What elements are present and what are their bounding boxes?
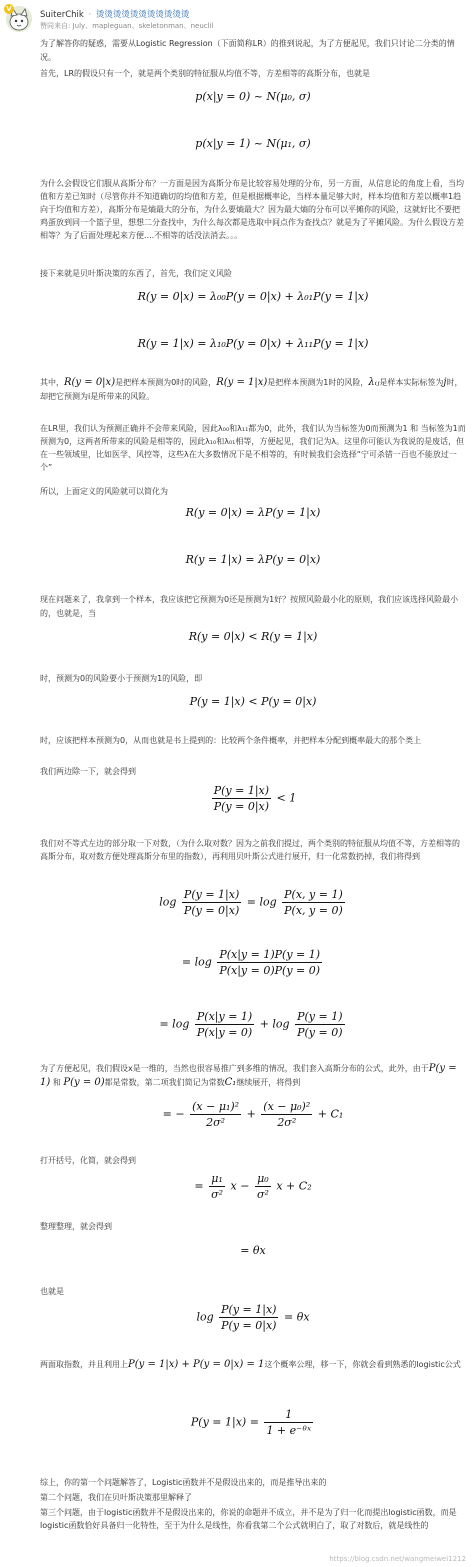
paragraph-decision: 时，应该把样本预测为0，从而也就是书上提到的：比较两个条件概率，并把样本分配到概率最大的那个类上	[40, 736, 422, 745]
author-line	[40, 8, 189, 20]
equals-minus: = −	[162, 1107, 185, 1121]
denominator: P(y = 0|x)	[183, 904, 240, 917]
paragraph-log: 我们对不等式左边的部分取一下对数，（为什么取对数？因为之前我们提过，两个类别的特征服从均值不等，方差相等的高斯分布，取对数方便处理高斯分布里的指数），再利用贝叶斯公式进行展开，归一化常数扔掉，我们将得到	[40, 839, 460, 861]
text: 和	[52, 1078, 61, 1087]
equals-log: = log	[159, 1017, 190, 1031]
inline-math: λᵢⱼ	[368, 377, 380, 388]
rhs: < 1	[276, 791, 297, 805]
formula-prob-compare: P(y = 1|x) < P(y = 0|x)	[189, 695, 317, 708]
rhs: = θx	[283, 1310, 310, 1324]
log-label: log	[196, 1310, 214, 1324]
log-label: log	[159, 895, 177, 909]
denominator: σ²	[211, 1188, 224, 1201]
fraction	[255, 1172, 271, 1201]
numerator: P(x|y = 1)	[196, 1010, 253, 1023]
fraction	[182, 888, 241, 917]
approvers-prefix: 赞同来自:	[40, 22, 71, 30]
paragraph-risk-def	[40, 376, 466, 404]
denominator: P(y = 0)	[297, 1026, 343, 1039]
inline-math: P(y = 0)	[63, 1077, 105, 1088]
text: 是把样本预测为1时的风险，	[267, 378, 369, 387]
text: 为了方便起见，我们假设x是一维的，当然也很容易推广到多维的情况，我们套入高斯分布的公式，此外，由于	[40, 1064, 429, 1073]
paragraph-tidy: 整理整理，就会得到	[40, 1222, 112, 1231]
author-signature: 烫烫烫烫烫烫烫烫烫烫烫	[95, 10, 190, 20]
formula-risk-simplified-1: R(y = 1|x) = λP(y = 0|x)	[185, 553, 321, 566]
inline-math: C₁	[224, 1077, 237, 1088]
fraction	[209, 1172, 225, 1201]
numerator: P(y = 1|x)	[183, 888, 240, 901]
denominator: P(x, y = 0)	[284, 904, 343, 917]
approvers-list[interactable]: July、mapleguan、skeletonman、neuclil	[72, 22, 214, 30]
denominator: P(y = 0|x)	[221, 1319, 277, 1332]
numerator: P(y = 1|x)	[221, 1303, 277, 1316]
approvers-line	[40, 21, 213, 31]
paragraph-when: 时，预测为0的风险要小于预测为1的风险，即	[40, 674, 203, 683]
paragraph-simplify: 所以，上面定义的风险就可以简化为	[40, 487, 168, 496]
numerator: (x − μ₀)²	[263, 1100, 311, 1113]
text: 这个概率公理，移一下，你就会看到熟悉的logistic公式	[264, 1360, 461, 1369]
fraction	[195, 1010, 254, 1039]
formula-gaussian-expand	[40, 1100, 466, 1129]
text: 时，却把它预测为i是所带来的风险。	[40, 378, 463, 401]
formula-gaussian-1: p(x|y = 1) ~ N(μ₁, σ)	[195, 137, 311, 150]
inline-math: R(y = 0|x)	[64, 377, 116, 388]
watermark: https://blog.csdn.net/wangmeiwei1212	[329, 1555, 466, 1563]
denominator: 1 + e⁻ᶿˣ	[266, 1424, 312, 1437]
numerator: P(y = 1|x)	[213, 784, 270, 797]
paragraph-conclusion-2: 第二个问题，我们在贝叶斯决策那里解释了	[40, 1493, 192, 1502]
denominator: σ²	[256, 1188, 269, 1201]
formula-ratio	[40, 784, 466, 813]
fraction	[217, 948, 322, 977]
formula-linear	[40, 1172, 466, 1201]
formula-risk-compare: R(y = 0|x) < R(y = 1|x)	[188, 630, 318, 643]
inline-math: R(y = 1|x)	[216, 377, 268, 388]
denominator: P(y = 0|x)	[213, 800, 270, 813]
inline-math: P(y = 1|x) + P(y = 0|x) = 1	[128, 1359, 265, 1370]
paragraph-bayes-intro: 接下来就是贝叶斯决策的东西了，首先，我们定义风险	[40, 269, 232, 278]
equals-log: = log	[246, 895, 277, 909]
formula-logistic	[40, 1408, 466, 1437]
formula-gaussian-0: p(x|y = 0) ~ N(μ₀, σ)	[195, 90, 311, 103]
paragraph-exp	[40, 1358, 466, 1372]
fraction	[295, 1010, 344, 1039]
numerator: P(x, y = 1)	[284, 888, 343, 901]
constant: + C₁	[317, 1107, 344, 1121]
paragraph-conclusion-1: 综上，你的第一个问题解答了，Logistic函数并不是假设出来的，而是推导出来的	[40, 1478, 327, 1487]
equals: =	[194, 1179, 204, 1193]
denominator: 2σ²	[206, 1116, 226, 1129]
answer-header	[4, 4, 470, 34]
formula-log-1	[40, 888, 466, 917]
inline-math: j	[443, 377, 447, 388]
formula-risk-0: R(y = 0|x) = λ₀₀P(y = 0|x) + λ₀₁P(y = 1|x)	[137, 290, 369, 303]
fraction	[261, 1100, 312, 1129]
numerator: μ₀	[255, 1172, 271, 1187]
formula-log-odds	[40, 1303, 466, 1332]
fraction	[219, 1303, 278, 1332]
lhs: P(y = 1|x) =	[190, 1415, 259, 1429]
term: x −	[230, 1179, 250, 1193]
paragraph-intro: 为了解答你的疑惑，需要从Logistic Regression（下面简称LR）的推到说起，为了方便起见，我们只讨论二分类的情况。	[40, 39, 455, 62]
denominator: P(x|y = 0)	[196, 1026, 253, 1039]
numerator: μ₁	[209, 1172, 225, 1187]
paragraph-question: 现在问题来了，我拿到一个样本，我应该把它预测为0还是预测为1好？按照风险最小化的原则，我们应该选择风险最小的，也就是，当	[40, 595, 459, 618]
paragraph-gaussian-sub	[40, 1062, 466, 1090]
term: x + C₂	[276, 1179, 312, 1193]
formula-risk-simplified-0: R(y = 0|x) = λP(y = 1|x)	[185, 506, 321, 519]
plus-log: + log	[259, 1017, 290, 1031]
text: 继续展开，将得到	[236, 1078, 301, 1087]
formula-log-2	[40, 948, 466, 977]
denominator: 2σ²	[277, 1116, 297, 1129]
equals-log: = log	[181, 955, 212, 969]
paragraph-conclusion-3: 第三个问题，由于logistic函数并不是假设出来的，你说的命题并不成立，并不是为了归一化而提出logistic函数，而是logistic函数恰好具备归一化特性，至于为什么是线性，你看我第二个公式就明白了，取了对数后，就是线性的	[40, 1508, 457, 1530]
numerator: P(y = 1)	[297, 1010, 343, 1023]
formula-log-3	[40, 1010, 466, 1039]
denominator: P(x|y = 0)P(y = 0)	[219, 964, 321, 977]
paragraph-lambda: 在LR里，我们认为预测正确并不会带来风险，因此λ₀₀和λ₁₁都为0，此外，我们认为当标签为0而预测为1 和 当标签为1而预测为0，这两者所带来的风险是相等的，因此λ₁₀和λ₀₁相等，方便起见，我们记为λ。这里你可能认为我说的是废话，但在一些领域里，比如医学、风控等，这些λ在大多数情况下是不相等的，有时候我们会选择“宁可杀错一百也不能放过一个”	[40, 424, 466, 472]
text: 是样本实际标签为	[379, 378, 444, 387]
inline-math: P(y = 1)	[40, 1063, 457, 1088]
paragraph-divide: 我们两边除一下，就会得到	[40, 767, 136, 776]
formula-theta: = θx	[240, 1244, 266, 1257]
text: 其中，	[40, 378, 64, 387]
numerator: 1	[264, 1408, 313, 1423]
paragraph-that-is: 也就是	[40, 1287, 64, 1296]
numerator: P(x|y = 1)P(y = 1)	[219, 948, 321, 961]
paragraph-simplify-2: 打开括号，化简，就会得到	[40, 1156, 136, 1165]
fraction	[264, 1408, 313, 1437]
author-separator: ·	[88, 10, 92, 20]
verified-badge-icon: V	[4, 4, 14, 14]
text: 都是常数，第二项我们简记为常数	[104, 1078, 225, 1087]
paragraph-assumption: 首先，LR的假设只有一个，就是两个类别的特征服从均值不等，方差相等的高斯分布，也就是	[40, 69, 371, 78]
fraction	[190, 1100, 241, 1129]
author-name[interactable]: SuiterChik	[40, 10, 84, 20]
fraction	[282, 888, 345, 917]
fraction	[212, 784, 271, 813]
text: 是把样本预测为0时的风险，	[115, 378, 217, 387]
numerator: (x − μ₁)²	[192, 1100, 240, 1113]
formula-risk-1: R(y = 1|x) = λ₁₀P(y = 0|x) + λ₁₁P(y = 1|x)	[137, 337, 369, 350]
text: 两面取指数，并且利用上	[40, 1360, 128, 1369]
plus: +	[246, 1107, 256, 1121]
paragraph-why-gaussian: 为什么会假设它们服从高斯分布？一方面是因为高斯分布是比较容易处理的分布，另一方面，从信息论的角度上看，当均值和方差已知时（尽管你并不知道确切的均值和方差，但是根据概率论，当样本量足够大时，样本均值和方差以概率1趋向于均值和方差），高斯分布是熵最大的分布，为什么要熵最大？因为最大熵的分布可以平摊你的风险，这就好比不要把鸡蛋放到同一个篮子里，想想二分查找中，为什么每次都是选取中间点作为查找点？就是为了平摊风险。为什么假设方差相等？为了后面处理起来方便....不相等的话没法消去。。。	[40, 179, 464, 240]
